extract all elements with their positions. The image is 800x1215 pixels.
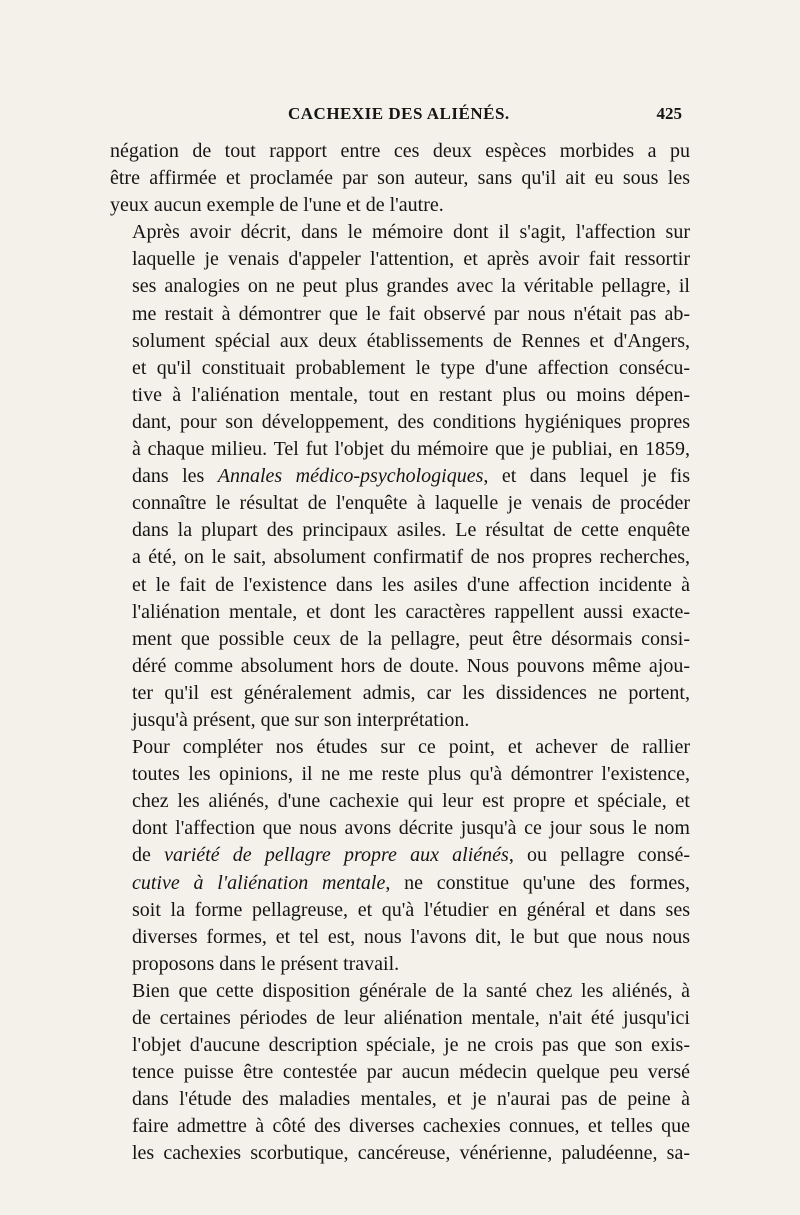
text-line: Bien que cette disposition générale de la santé chez les aliénés, à (132, 979, 690, 1002)
paragraph-2 (110, 219, 690, 734)
text-line: soit la forme pellagreuse, et qu'à l'étudier en général et dans ses (132, 898, 690, 921)
page-header (110, 104, 690, 134)
italic-phrase: cutive à l'aliénation mentale (132, 871, 386, 894)
text-line: dont l'affection que nous avons décrite jusqu'à ce jour sous le nom (132, 817, 690, 840)
text-line: laquelle je venais d'appeler l'attention, et après avoir fait ressortir (132, 248, 690, 271)
paragraph-3 (110, 734, 690, 978)
text-line: jusqu'à présent, que sur son interprétation. (132, 708, 470, 731)
text-line: Pour compléter nos études sur ce point, et achever de rallier (132, 736, 690, 759)
text-line: faire admettre à côté des diverses cachexies connues, et telles que (132, 1115, 690, 1138)
text-line: ter qu'il est généralement admis, car les dissidences ne portent, (132, 681, 690, 704)
paragraph-1 (110, 138, 690, 219)
text-line: Après avoir décrit, dans le mémoire dont il s'agit, l'affection sur (132, 221, 690, 244)
text-line: tive à l'aliénation mentale, tout en restant plus ou moins dépen- (132, 383, 690, 406)
text-line: négation de tout rapport entre ces deux espèces morbides a pu (110, 140, 690, 162)
text-line: diverses formes, et tel est, nous l'avons dit, le but que nous nous (132, 925, 690, 948)
paragraph-4 (110, 978, 690, 1168)
text-line: les cachexies scorbutique, cancéreuse, vénérienne, paludéenne, sa- (132, 1142, 690, 1165)
text-line: ment que possible ceux de la pellagre, peut être désormais consi- (132, 627, 690, 650)
text-line: l'aliénation mentale, et dont les caractères rappellent aussi exacte- (132, 600, 690, 623)
text-line: et le fait de l'existence dans les asiles d'une affection incidente à (132, 573, 690, 596)
text-line: dans l'étude des maladies mentales, et je n'aurai pas de peine à (132, 1088, 690, 1111)
text-line: à chaque milieu. Tel fut l'objet du mémoire que je publiai, en 1859, (132, 438, 690, 461)
text-line: dant, pour son développement, des conditions hygiéniques propres (132, 410, 690, 433)
text-line: cutive à l'aliénation mentale, ne constitue qu'une des formes, (132, 871, 691, 894)
text-line: ses analogies on ne peut plus grandes avec la véritable pellagre, il (132, 275, 690, 298)
text-line: dans les Annales médico-psychologiques, et dans lequel je fis (132, 465, 690, 488)
text-line: de certaines périodes de leur aliénation mentale, n'ait été jusqu'ici (132, 1007, 690, 1029)
text-line: me restait à démontrer que le fait observé par nous n'était pas ab- (132, 302, 690, 325)
text-line: solument spécial aux deux établissements de Rennes et d'Angers, (132, 329, 690, 352)
text-line: et qu'il constituait probablement le type d'une affection consécu- (132, 356, 690, 379)
text-line: dans la plupart des principaux asiles. Le résultat de cette enquête (132, 519, 690, 542)
page-number: 425 (656, 104, 682, 123)
text-line: l'objet d'aucune description spéciale, je ne crois pas que son exis- (132, 1034, 690, 1057)
text-line: connaître le résultat de l'enquête à laquelle je venais de procéder (132, 492, 690, 515)
italic-phrase: Annales médico-psychologiques (217, 465, 484, 488)
text-line: chez les aliénés, d'une cachexie qui leur est propre et spéciale, et (132, 790, 690, 813)
text-line: être affirmée et proclamée par son auteur, sans qu'il ait eu sous les (110, 167, 690, 190)
text-line: déré comme absolument hors de doute. Nous pouvons même ajou- (132, 654, 690, 677)
text-line: de variété de pellagre propre aux aliénés, ou pellagre consé- (132, 844, 690, 867)
running-title: CACHEXIE DES ALIÉNÉS. (288, 104, 510, 123)
text-line: proposons dans le présent travail. (132, 952, 400, 975)
text-line: tence puisse être contestée par aucun médecin quelque peu versé (132, 1061, 690, 1084)
body-text (110, 138, 690, 1168)
text-line: a été, on le sait, absolument confirmatif de nos propres recherches, (132, 546, 690, 569)
text-line: toutes les opinions, il ne me reste plus qu'à démontrer l'existence, (132, 763, 690, 786)
text-line: yeux aucun exemple de l'une et de l'autre. (110, 194, 444, 217)
italic-phrase: variété de pellagre propre aux aliénés (164, 844, 509, 867)
